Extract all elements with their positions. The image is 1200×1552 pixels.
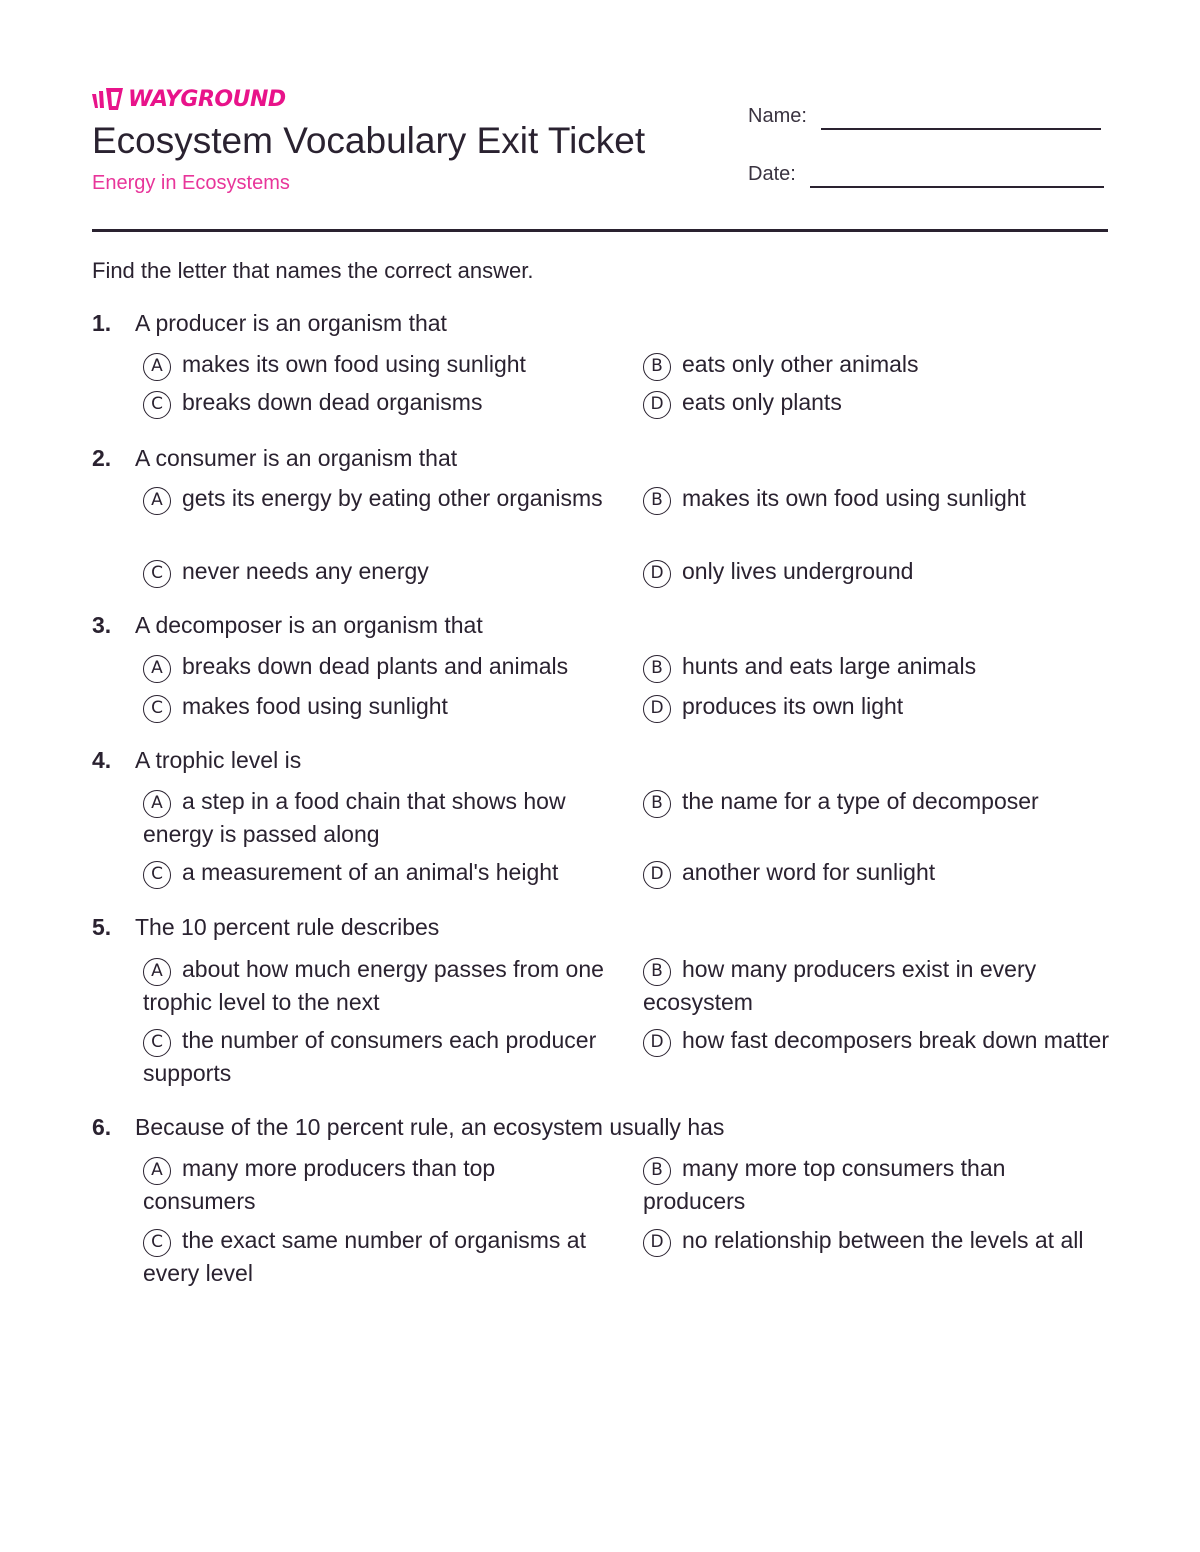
option-text: how many producers exist in every ecosystem <box>643 956 1037 1015</box>
option-text: no relationship between the levels at all <box>682 1227 1084 1253</box>
option-b[interactable] <box>643 785 1113 818</box>
question-number: 3. <box>92 612 112 638</box>
question-5 <box>92 912 1109 1086</box>
answer-bubble[interactable]: C <box>143 1229 171 1257</box>
option-a[interactable] <box>143 953 613 1019</box>
page-title: Ecosystem Vocabulary Exit Ticket <box>92 120 646 161</box>
answer-bubble[interactable]: C <box>143 861 171 889</box>
option-a[interactable] <box>143 348 613 381</box>
option-text: about how much energy passes from one trophic level to the next <box>143 956 604 1015</box>
question-text: A producer is an organism that <box>135 310 447 336</box>
question-number: 6. <box>92 1114 112 1140</box>
name-label: Name: <box>748 105 807 127</box>
question-2 <box>92 443 1108 584</box>
answer-bubble[interactable]: B <box>643 487 671 515</box>
option-text: breaks down dead plants and animals <box>182 653 569 679</box>
option-a[interactable] <box>143 482 613 515</box>
date-label: Date: <box>748 163 796 185</box>
answer-bubble[interactable]: D <box>643 391 671 419</box>
option-c[interactable] <box>143 690 613 723</box>
instructions: Find the letter that names the correct answer. <box>92 258 534 283</box>
answer-bubble[interactable]: C <box>143 1029 171 1057</box>
answer-bubble[interactable]: A <box>143 487 171 515</box>
question-text: A consumer is an organism that <box>135 445 458 471</box>
option-d[interactable] <box>643 555 1113 588</box>
option-text: makes its own food using sunlight <box>682 485 1026 511</box>
option-text: many more producers than top consumers <box>143 1155 496 1214</box>
wayground-logo-icon <box>92 88 124 112</box>
brand-name: WAYGROUND <box>128 87 286 112</box>
option-d[interactable] <box>643 386 1113 419</box>
option-b[interactable] <box>643 482 1113 515</box>
answer-bubble[interactable]: B <box>643 790 671 818</box>
option-text: never needs any energy <box>182 558 429 584</box>
option-a[interactable] <box>143 785 613 851</box>
question-4 <box>92 745 1108 885</box>
answer-bubble[interactable]: C <box>143 560 171 588</box>
option-a[interactable] <box>143 1152 613 1218</box>
page-subtitle: Energy in Ecosystems <box>92 172 290 194</box>
answer-bubble[interactable]: A <box>143 790 171 818</box>
option-d[interactable] <box>643 690 1113 723</box>
option-text: breaks down dead organisms <box>182 389 483 415</box>
answer-bubble[interactable]: A <box>143 1157 171 1185</box>
option-b[interactable] <box>643 953 1113 1019</box>
option-c[interactable] <box>143 386 613 419</box>
question-1 <box>92 308 1108 415</box>
question-number: 2. <box>92 445 112 471</box>
answer-bubble[interactable]: D <box>643 695 671 723</box>
answer-bubble[interactable]: B <box>643 353 671 381</box>
question-text: Because of the 10 percent rule, an ecosystem usually has <box>135 1114 725 1140</box>
header-divider <box>92 229 1108 232</box>
answer-bubble[interactable]: C <box>143 391 171 419</box>
option-text: gets its energy by eating other organisms <box>182 485 603 511</box>
answer-bubble[interactable]: B <box>643 1157 671 1185</box>
answer-bubble[interactable]: A <box>143 353 171 381</box>
name-line[interactable] <box>821 126 1101 130</box>
option-b[interactable] <box>643 1152 1113 1218</box>
answer-bubble[interactable]: B <box>643 958 671 986</box>
question-3 <box>92 610 1108 719</box>
option-c[interactable] <box>143 1024 613 1090</box>
answer-bubble[interactable]: A <box>143 958 171 986</box>
question-text: The 10 percent rule describes <box>135 914 440 940</box>
answer-bubble[interactable]: B <box>643 655 671 683</box>
option-a[interactable] <box>143 650 613 683</box>
name-field <box>748 104 1101 128</box>
question-number: 4. <box>92 747 112 773</box>
option-text: a step in a food chain that shows how energy is passed along <box>143 788 566 847</box>
option-c[interactable] <box>143 555 613 588</box>
answer-bubble[interactable]: D <box>643 560 671 588</box>
option-b[interactable] <box>643 650 1113 683</box>
option-text: the exact same number of organisms at every level <box>143 1227 586 1286</box>
option-text: another word for sunlight <box>682 859 936 885</box>
option-c[interactable] <box>143 856 613 889</box>
date-line[interactable] <box>810 184 1104 188</box>
question-number: 1. <box>92 310 112 336</box>
answer-bubble[interactable]: A <box>143 655 171 683</box>
question-text: A decomposer is an organism that <box>135 612 483 638</box>
answer-bubble[interactable]: D <box>643 1029 671 1057</box>
option-text: hunts and eats large animals <box>682 653 977 679</box>
question-text: A trophic level is <box>135 747 302 773</box>
answer-bubble[interactable]: C <box>143 695 171 723</box>
option-text: many more top consumers than producers <box>643 1155 1006 1214</box>
option-text: how fast decomposers break down matter <box>682 1027 1109 1053</box>
option-text: a measurement of an animal's height <box>182 859 559 885</box>
option-b[interactable] <box>643 348 1113 381</box>
option-c[interactable] <box>143 1224 613 1290</box>
question-number: 5. <box>92 914 112 940</box>
option-d[interactable] <box>643 1224 1113 1257</box>
option-text: the name for a type of decomposer <box>682 788 1039 814</box>
option-text: makes its own food using sunlight <box>182 351 526 377</box>
answer-bubble[interactable]: D <box>643 861 671 889</box>
option-text: eats only plants <box>682 389 842 415</box>
option-text: the number of consumers each producer supports <box>143 1027 597 1086</box>
option-d[interactable] <box>643 1024 1113 1057</box>
option-text: produces its own light <box>682 693 904 719</box>
option-text: eats only other animals <box>682 351 919 377</box>
option-text: makes food using sunlight <box>182 693 448 719</box>
answer-bubble[interactable]: D <box>643 1229 671 1257</box>
date-field <box>748 162 1104 186</box>
option-text: only lives underground <box>682 558 914 584</box>
question-6 <box>92 1112 1108 1286</box>
option-d[interactable] <box>643 856 1113 889</box>
brand-logo <box>92 86 286 114</box>
